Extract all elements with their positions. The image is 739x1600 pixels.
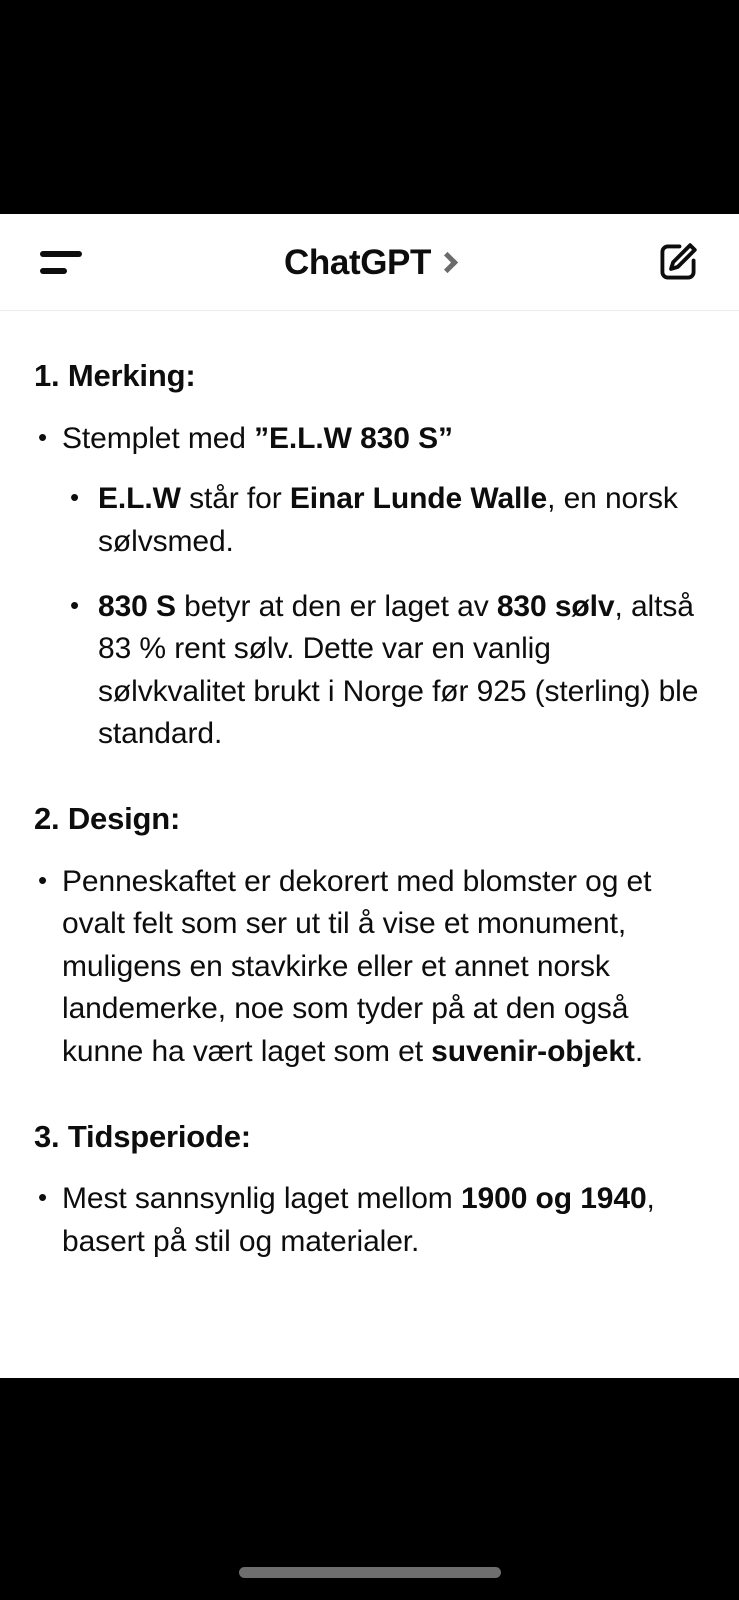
section-heading: 2. Design:: [34, 800, 181, 836]
sub-bullet-list: [62, 478, 705, 756]
bullet-list: [34, 418, 705, 756]
bold-text-run: 830 sølv: [496, 589, 615, 623]
text-run: , en norsk sølvsmed.: [98, 482, 678, 558]
list-item-text: [62, 865, 651, 1068]
list-item: [34, 418, 705, 756]
sub-list-item: [62, 586, 705, 756]
bullet-list: [34, 1178, 705, 1263]
text-run: , basert på stil og materialer.: [62, 1182, 655, 1258]
list-item: [34, 861, 705, 1074]
status-bar-black-area: [0, 0, 739, 214]
chatgpt-app-sheet: [0, 214, 739, 1378]
bold-text-run: suvenir-objekt: [431, 1035, 635, 1069]
list-item: [34, 1178, 705, 1263]
home-indicator[interactable]: [239, 1567, 501, 1578]
app-header: [0, 214, 739, 311]
bold-text-run: ”E.L.W 830 S”: [254, 421, 453, 455]
section-heading: 3. Tidsperiode:: [34, 1118, 251, 1154]
text-run: , altså 83 % rent sølv. Dette var en vanlig sølvkvalitet brukt i Norge før 925 (sterling) ble standard.: [98, 589, 699, 751]
text-run: Stemplet med: [62, 421, 255, 455]
chevron-right-icon: [437, 252, 458, 273]
bold-text-run: 1900 og 1940: [460, 1182, 647, 1216]
sub-list-item: [62, 478, 705, 563]
sub-list-item-text: [98, 482, 678, 558]
list-item-text: [62, 1182, 655, 1258]
sidebar-menu-button[interactable]: [30, 231, 92, 293]
page-title: ChatGPT: [284, 242, 431, 282]
list-item-text: [62, 422, 453, 455]
compose-new-chat-icon: [656, 240, 700, 284]
text-run: betyr at den er laget av: [175, 589, 497, 623]
bold-text-run: E.L.W: [98, 482, 181, 516]
section-heading: 1. Merking:: [34, 358, 196, 393]
text-run: .: [634, 1035, 644, 1069]
text-run: Mest sannsynlig laget mellom: [62, 1182, 461, 1216]
text-run: står for: [180, 482, 290, 516]
bottom-black-area: [0, 1378, 739, 1600]
hamburger-menu-icon: [40, 251, 82, 274]
model-selector-button[interactable]: [284, 242, 455, 282]
sub-list-item-text: [98, 590, 698, 751]
assistant-message: [0, 311, 739, 1264]
text-run: Penneskaftet er dekorert med blomster og et ovalt felt som ser ut til å vise et monument, muligens en stavkirke eller et annet norsk landemerke, noe som tyder på at den også kunne ha vært laget som et: [62, 864, 652, 1069]
bold-text-run: 830 S: [98, 589, 176, 623]
new-chat-button[interactable]: [647, 231, 709, 293]
bullet-list: [34, 861, 705, 1074]
bold-text-run: Einar Lunde Walle: [289, 482, 548, 516]
message-sections: [34, 357, 705, 1264]
header-title-container: [0, 214, 739, 310]
